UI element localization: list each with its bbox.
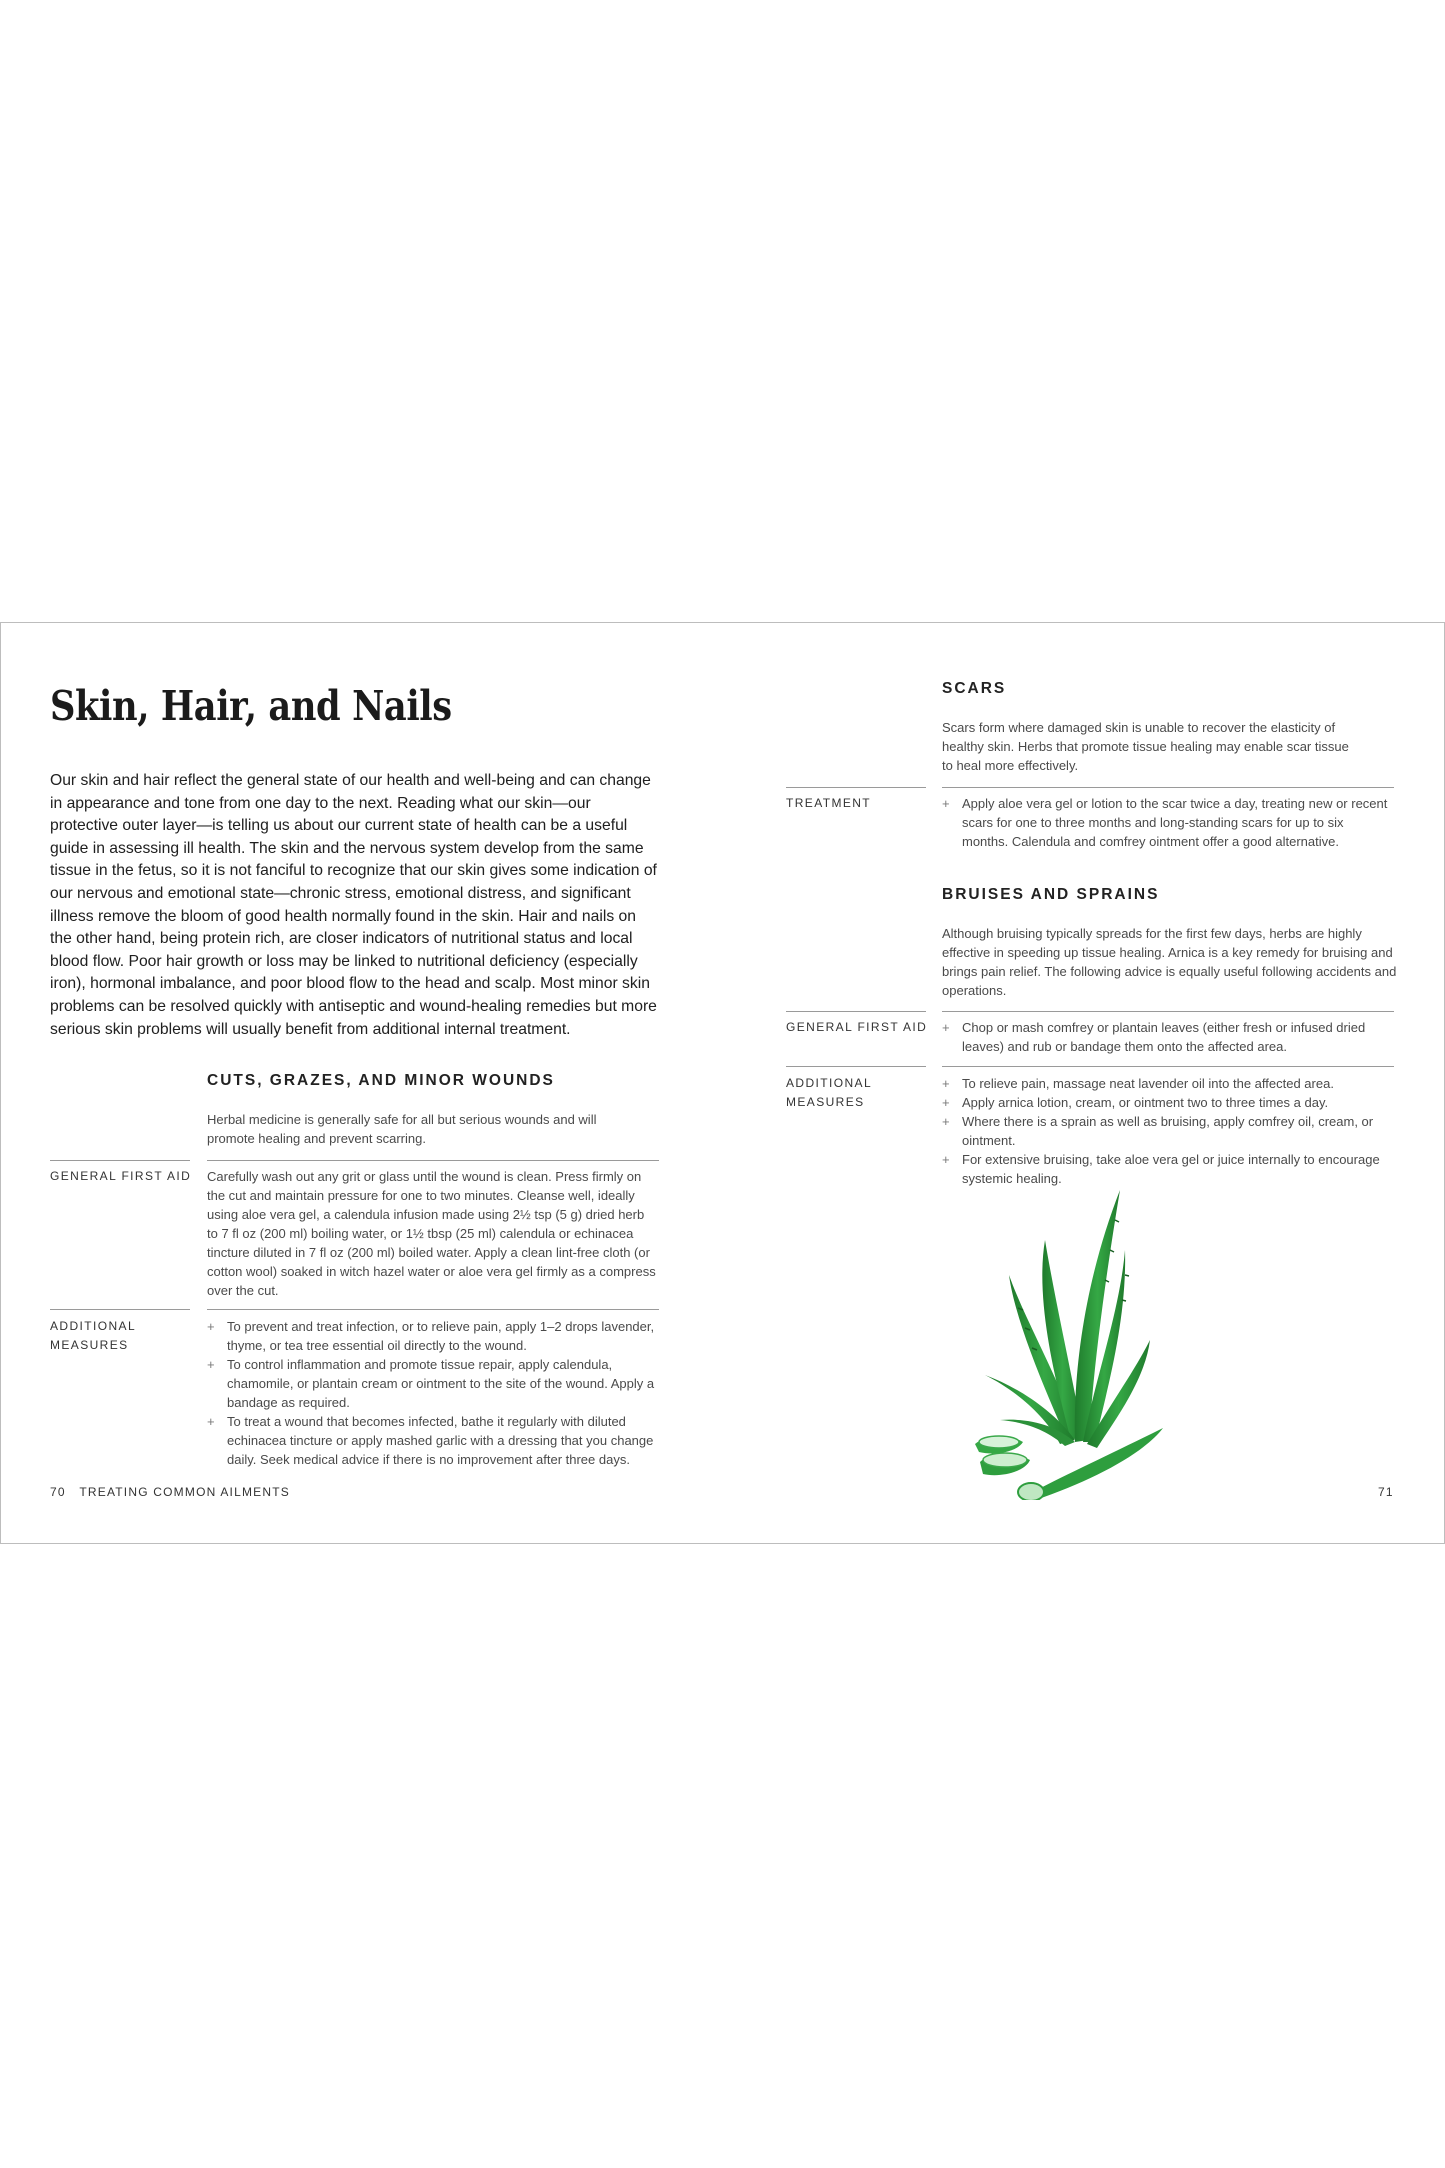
list-item-text: Where there is a sprain as well as bruising, apply comfrey oil, cream, or ointment. <box>962 1114 1374 1148</box>
scars-lead: Scars form where damaged skin is unable to recover the elasticity of healthy skin. Herbs that promote tissue healing may enable scar tissue to heal more effectively. <box>942 720 1349 773</box>
cuts-additional-label <box>50 1317 136 1355</box>
divider <box>942 1011 1394 1012</box>
aloe-vera-illustration <box>975 1190 1175 1500</box>
plus-icon: + <box>942 796 950 811</box>
bruises-additional-label <box>786 1074 872 1112</box>
list-item <box>942 794 1392 851</box>
aloe-cut-surface <box>1018 1483 1044 1500</box>
bruises-heading: BRUISES AND SPRAINS <box>942 886 1160 903</box>
list-item-text: To prevent and treat infection, or to relieve pain, apply 1–2 drops lavender, thyme, or tea tree essential oil directly to the wound. <box>227 1319 655 1353</box>
bruises-lead: Although bruising typically spreads for the first few days, herbs are highly effective in speeding up tissue healing. Arnica is a key remedy for bruising and brings pain relief. The following advice is equally useful following accidents and operations. <box>942 926 1397 998</box>
list-item <box>942 1150 1397 1188</box>
list-item-text: Apply arnica lotion, cream, or ointment two to three times a day. <box>962 1095 1329 1110</box>
plus-icon: + <box>207 1357 215 1372</box>
cuts-lead: Herbal medicine is generally safe for all but serious wounds and will promote healing and prevent scarring. <box>207 1112 597 1146</box>
list-item-text: Apply aloe vera gel or lotion to the scar twice a day, treating new or recent scars for one to three months and long-standing scars for up to six months. Calendula and comfrey ointment offer a good alternative. <box>962 796 1388 849</box>
divider <box>207 1309 659 1310</box>
right-folio <box>1378 1485 1394 1499</box>
bruises-additional-list <box>942 1074 1397 1188</box>
list-item-text: To control inflammation and promote tissue repair, apply calendula, chamomile, or plantain cream or ointment to the site of the wound. Apply a bandage as required. <box>227 1357 655 1410</box>
plus-icon: + <box>942 1095 950 1110</box>
divider <box>50 1160 190 1161</box>
label-line: ADDITIONAL <box>50 1319 137 1333</box>
running-head: TREATING COMMON AILMENTS <box>79 1485 290 1499</box>
aloe-cut-surface <box>983 1453 1027 1467</box>
plus-icon: + <box>207 1414 215 1429</box>
left-folio <box>50 1485 290 1499</box>
divider <box>786 1011 926 1012</box>
label-line: MEASURES <box>786 1095 865 1109</box>
plus-icon: + <box>942 1076 950 1091</box>
divider <box>786 787 926 788</box>
cuts-first-aid-label: GENERAL FIRST AID <box>50 1169 192 1183</box>
list-item <box>207 1317 659 1355</box>
list-item-text: Chop or mash comfrey or plantain leaves (either fresh or infused dried leaves) and rub or bandage them onto the affected area. <box>962 1020 1366 1054</box>
list-item-text: To relieve pain, massage neat lavender oil into the affected area. <box>962 1076 1334 1091</box>
aloe-cut-surface <box>979 1436 1019 1448</box>
list-item <box>942 1018 1394 1056</box>
list-item <box>207 1355 659 1412</box>
divider <box>942 787 1394 788</box>
divider <box>942 1066 1394 1067</box>
list-item-text: To treat a wound that becomes infected, bathe it regularly with diluted echinacea tincture or apply mashed garlic with a dressing that you change daily. Seek medical advice if there is no improvement after three days. <box>227 1414 654 1467</box>
list-item <box>207 1412 659 1469</box>
bruises-first-aid-list <box>942 1018 1394 1056</box>
intro-paragraph: Our skin and hair reflect the general state of our health and well-being and can change in appearance and tone from one day to the next. Reading what our skin—our protective outer layer—is telling us about our current state of health can be a useful guide in assessing ill health. The skin and the nervous system develop from the same tissue in the fetus, so it is not fanciful to recognize that our skin gives some indication of our nervous and emotional state—chronic stress, emotional distress, and significant illness remove the bloom of good health normally found in the skin. Hair and nails on the other hand, being protein rich, are closer indicators of nutritional status and local blood flow. Poor hair growth or loss may be linked to nutritional deficiency (especially iron), hormonal imbalance, and poor blood flow to the head and scalp. Most minor skin problems can be resolved quickly with antiseptic and wound-healing remedies but more serious skin problems will usually benefit from additional internal treatment. <box>50 772 657 1038</box>
cuts-heading: CUTS, GRAZES, AND MINOR WOUNDS <box>207 1072 555 1089</box>
label-line: ADDITIONAL <box>786 1076 873 1090</box>
bruises-first-aid-label: GENERAL FIRST AID <box>786 1020 928 1034</box>
scars-treatment-list <box>942 794 1392 851</box>
plus-icon: + <box>942 1020 950 1035</box>
page-number: 70 <box>50 1485 66 1499</box>
divider <box>207 1160 659 1161</box>
divider <box>786 1066 926 1067</box>
cuts-additional-list <box>207 1317 659 1469</box>
page-number: 71 <box>1378 1485 1394 1499</box>
scars-heading: SCARS <box>942 680 1007 697</box>
divider <box>50 1309 190 1310</box>
plus-icon: + <box>942 1114 950 1129</box>
plus-icon: + <box>942 1152 950 1167</box>
cuts-first-aid-text: Carefully wash out any grit or glass until the wound is clean. Press firmly on the cut and maintain pressure for one to two minutes. Cleanse well, ideally using aloe vera gel, a calendula infusion made using 2½ tsp (5 g) dried herb to 7 fl oz (200 ml) boiling water, or 1½ tbsp (25 ml) calendula or echinacea tincture diluted in 7 fl oz (200 ml) boiled water. Apply a clean lint-free cloth (or cotton wool) soaked in witch hazel water or aloe vera gel firmly as a compress over the cut. <box>207 1169 656 1298</box>
page-title: Skin, Hair, and Nails <box>50 682 452 730</box>
plus-icon: + <box>207 1319 215 1334</box>
list-item <box>942 1093 1397 1112</box>
list-item <box>942 1112 1397 1150</box>
list-item <box>942 1074 1397 1093</box>
list-item-text: For extensive bruising, take aloe vera gel or juice internally to encourage systemic healing. <box>962 1152 1380 1186</box>
scars-treatment-label: TREATMENT <box>786 796 872 810</box>
label-line: MEASURES <box>50 1338 129 1352</box>
